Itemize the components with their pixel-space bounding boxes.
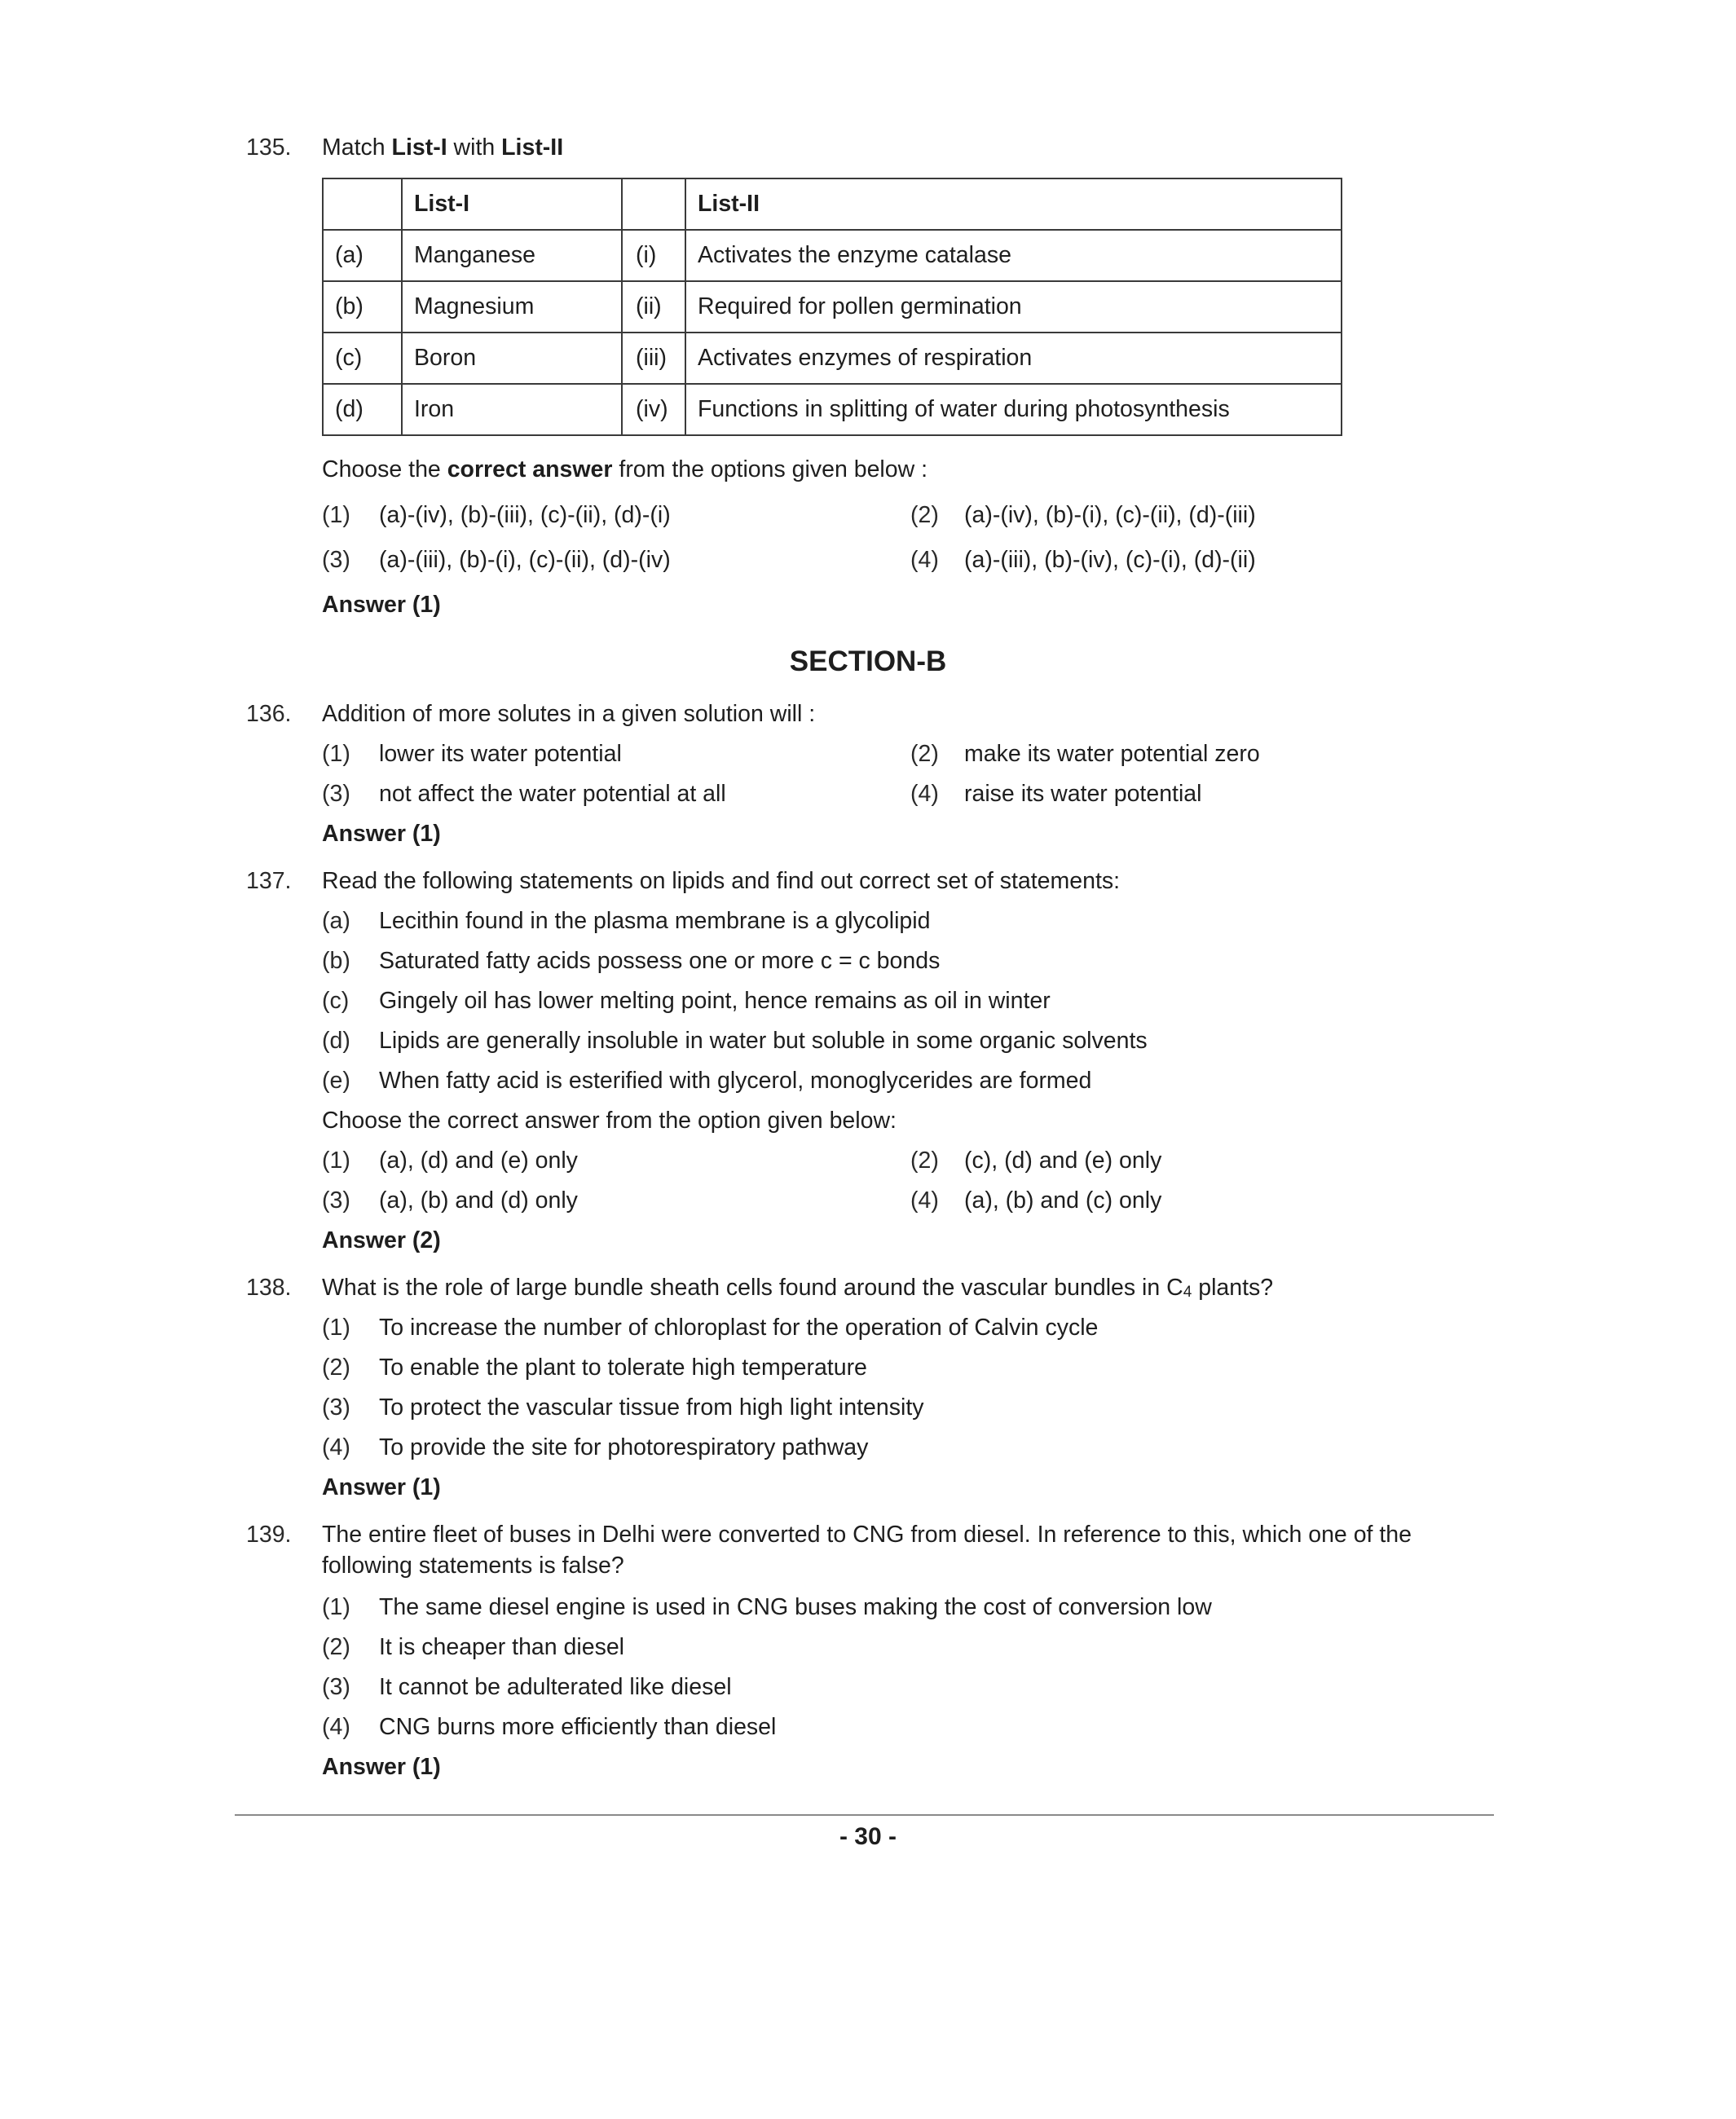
question-number: 136. [246,701,292,727]
table-cell: Magnesium [402,281,622,333]
option-number: (2) [322,1634,350,1660]
answer-label: Answer (1) [322,1754,441,1780]
answer-label: Answer (2) [322,1227,441,1253]
question-stem: Read the following statements on lipids and find out correct set of statements: [322,868,1121,894]
option-number: (3) [322,1394,350,1421]
table-cell: (a) [323,230,402,281]
table-cell: (ii) [622,281,685,333]
option-text: (a)-(iv), (b)-(i), (c)-(ii), (d)-(iii) [964,502,1256,528]
table-cell: Required for pollen germination [685,281,1342,333]
statement-text: Saturated fatty acids possess one or more c = c bonds [379,948,941,974]
table-row [323,230,1342,281]
match-table [322,178,1342,436]
table-cell: Manganese [402,230,622,281]
option-number: (2) [910,502,939,528]
choose-instruction: Choose the correct answer from the option given below: [322,1108,897,1134]
answer-label: Answer (1) [322,1474,441,1500]
table-cell: (iv) [622,384,685,435]
statement-letter: (a) [322,908,350,934]
option-text: To increase the number of chloroplast for the operation of Calvin cycle [379,1315,1099,1341]
option-number: (4) [910,781,939,807]
table-header-row [323,178,1342,230]
option-text: make its water potential zero [964,741,1260,767]
option-number: (1) [322,502,350,528]
option-text: It cannot be adulterated like diesel [379,1674,732,1700]
statement-letter: (d) [322,1028,350,1054]
statement-text: Gingely oil has lower melting point, hence remains as oil in winter [379,988,1051,1014]
question-stem: Addition of more solutes in a given solution will : [322,701,816,727]
table-cell: Boron [402,333,622,384]
table-row [323,384,1342,435]
footer-divider [235,1814,1494,1816]
option-number: (3) [322,1187,350,1214]
answer-label: Answer (1) [322,821,441,847]
table-cell: (i) [622,230,685,281]
option-text: To protect the vascular tissue from high light intensity [379,1394,924,1421]
page-number: - 30 - [839,1823,897,1850]
question-number: 135. [246,134,292,161]
option-text: To provide the site for photorespiratory pathway [379,1434,869,1460]
option-text: The same diesel engine is used in CNG buses making the cost of conversion low [379,1594,1212,1620]
option-number: (2) [910,741,939,767]
option-text: (a), (b) and (d) only [379,1187,578,1214]
option-text: It is cheaper than diesel [379,1634,625,1660]
question-number: 137. [246,868,292,894]
statement-letter: (e) [322,1068,350,1094]
table-cell: (b) [323,281,402,333]
table-cell: (iii) [622,333,685,384]
option-text: CNG burns more efficiently than diesel [379,1714,777,1740]
option-text: (a)-(iii), (b)-(i), (c)-(ii), (d)-(iv) [379,547,671,573]
table-cell: Activates the enzyme catalase [685,230,1342,281]
option-number: (1) [322,1315,350,1341]
option-number: (2) [910,1148,939,1174]
section-heading: SECTION-B [789,645,947,677]
question-number: 139. [246,1522,292,1548]
answer-label: Answer (1) [322,592,441,618]
option-number: (1) [322,1594,350,1620]
option-text: lower its water potential [379,741,622,767]
table-header-list2: List-II [685,178,1342,230]
question-stem: What is the role of large bundle sheath cells found around the vascular bundles in $C_4$ plants? [322,1275,1274,1301]
option-number: (2) [322,1355,350,1381]
table-cell: Iron [402,384,622,435]
table-cell: (c) [323,333,402,384]
table-cell [323,178,402,230]
table-cell: (d) [323,384,402,435]
statement-letter: (c) [322,988,350,1014]
question-stem: Match List-I with List-II [322,134,564,161]
table-cell: Activates enzymes of respiration [685,333,1342,384]
option-text: raise its water potential [964,781,1202,807]
option-text: (c), (d) and (e) only [964,1148,1162,1174]
option-number: (3) [322,781,350,807]
table-header-list1: List-I [402,178,622,230]
question-stem-line-1: The entire fleet of buses in Delhi were converted to CNG from diesel. In reference to this, which one of the [322,1522,1412,1548]
option-number: (4) [322,1434,350,1460]
choose-instruction: Choose the correct answer from the options given below : [322,456,928,482]
option-text: To enable the plant to tolerate high temperature [379,1355,867,1381]
option-number: (1) [322,741,350,767]
option-number: (3) [322,1674,350,1700]
table-row [323,333,1342,384]
statement-text: When fatty acid is esterified with glycerol, monoglycerides are formed [379,1068,1092,1094]
option-text: (a)-(iii), (b)-(iv), (c)-(i), (d)-(ii) [964,547,1256,573]
question-stem-line-2: following statements is false? [322,1553,624,1579]
option-number: (3) [322,547,350,573]
option-number: (1) [322,1148,350,1174]
table-cell [622,178,685,230]
option-number: (4) [322,1714,350,1740]
table-cell: Functions in splitting of water during photosynthesis [685,384,1342,435]
question-number: 138. [246,1275,292,1301]
statement-text: Lipids are generally insoluble in water but soluble in some organic solvents [379,1028,1148,1054]
option-text: (a), (d) and (e) only [379,1148,578,1174]
option-text: (a), (b) and (c) only [964,1187,1162,1214]
table-row [323,281,1342,333]
option-text: not affect the water potential at all [379,781,726,807]
statement-text: Lecithin found in the plasma membrane is a glycolipid [379,908,931,934]
option-number: (4) [910,1187,939,1214]
option-number: (4) [910,547,939,573]
option-text: (a)-(iv), (b)-(iii), (c)-(ii), (d)-(i) [379,502,671,528]
statement-letter: (b) [322,948,350,974]
